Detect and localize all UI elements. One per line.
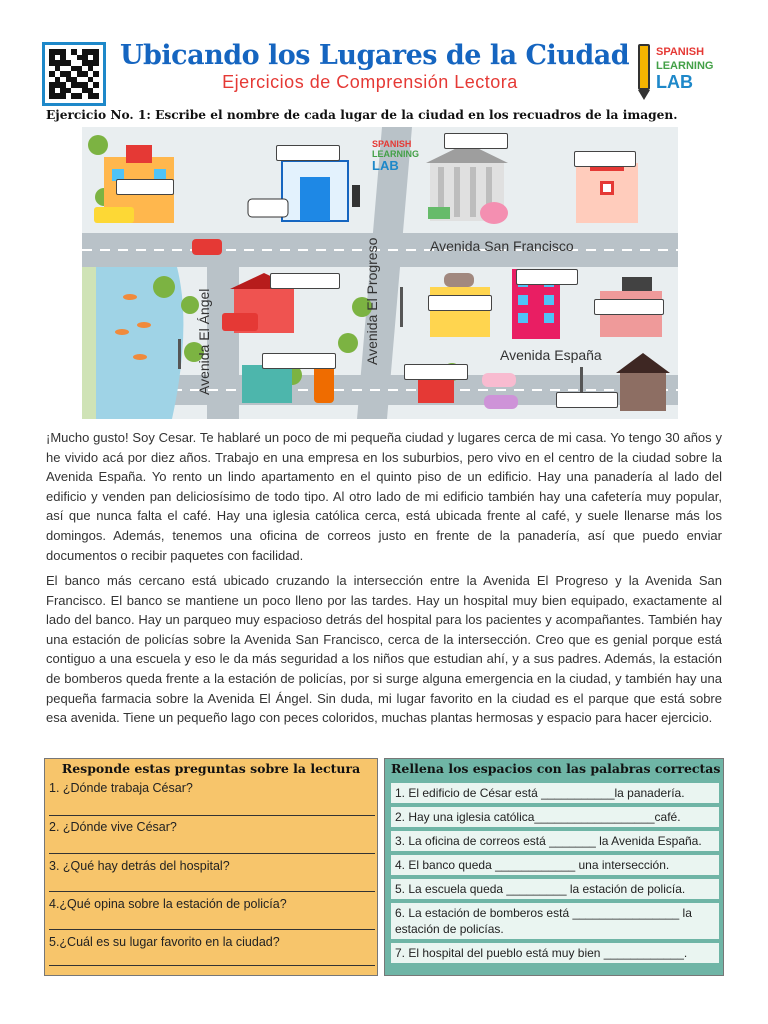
question-2: 2. ¿Dónde vive César?: [49, 820, 177, 834]
map-logo-learning: LEARNING: [372, 149, 419, 159]
answer-line-5[interactable]: [49, 965, 375, 966]
answer-line-1[interactable]: [49, 815, 375, 816]
answer-line-2[interactable]: [49, 853, 375, 854]
city-map: [82, 127, 678, 419]
question-1: 1. ¿Dónde trabaja César?: [49, 781, 193, 795]
fill-item-3[interactable]: 3. La oficina de correos está _______ la Avenida España.: [391, 831, 719, 851]
fill-item-1[interactable]: 1. El edificio de César está ___________la panadería.: [391, 783, 719, 803]
street-label-espana: Avenida España: [500, 347, 602, 363]
map-label-box-police[interactable]: [276, 145, 340, 161]
map-label-box-church[interactable]: [556, 392, 618, 408]
fill-item-5[interactable]: 5. La escuela queda _________ la estación de policía.: [391, 879, 719, 899]
questions-heading: Responde estas preguntas sobre la lectura: [61, 761, 361, 776]
map-label-box-bakery[interactable]: [428, 295, 492, 311]
logo-text-lab: LAB: [656, 72, 693, 92]
fill-item-6[interactable]: 6. La estación de bomberos está ________________ la estación de policías.: [391, 903, 719, 939]
map-brand-logo: [372, 139, 419, 173]
question-4: 4.¿Qué opina sobre la estación de policía?: [49, 897, 287, 911]
map-label-box-fire-station[interactable]: [270, 273, 340, 289]
map-label-box-pharmacy[interactable]: [262, 353, 336, 369]
map-label-box-hospital[interactable]: [574, 151, 636, 167]
pencil-icon: [638, 44, 650, 90]
map-logo-spanish: SPANISH: [372, 139, 412, 149]
map-label-box-apartment[interactable]: [516, 269, 578, 285]
map-label-box-bank[interactable]: [444, 133, 508, 149]
answer-line-3[interactable]: [49, 891, 375, 892]
reading-paragraph-2: El banco más cercano está ubicado cruzando la intersección entre la Avenida El Progreso y la Avenida San Francisco. El banco se mantiene un poco lleno por las tardes. Hay un hospital muy bien equipado, exactamente al lado del banco. Hay un parqueo muy espacioso detrás del hospital para los pacientes y acompañantes. También hay una estación de policías sobre la Avenida San Francisco, cerca de la intersección. Creo que es genial porque está contiguo a una escuela y eso le da más seguridad a los niños que estudian ahí, y a sus padres. Además, la estación de bomberos queda frente a la estación de policías, por si surge alguna emergencia en la ciudad, y también hay una pequeña farmacia sobre la Avenida El Ángel. Sin duda, mi lugar favorito en la ciudad es el parque que está sobre esa avenida. Tiene un pequeño lago con peces coloridos, muchas plantas hermosas y espacio para hacer ejercicio.: [46, 573, 722, 726]
logo-text-learning: LEARNING: [656, 60, 714, 72]
map-label-box-school[interactable]: [116, 179, 174, 195]
fill-blanks-box: [384, 758, 724, 976]
page-subtitle: Ejercicios de Comprensión Lectora: [222, 72, 518, 92]
street-label-el-angel: Avenida El Ángel: [196, 288, 212, 395]
street-label-el-progreso: Avenida El Progreso: [364, 237, 380, 365]
fill-blanks-heading: Rellena los espacios con las palabras correctas: [391, 761, 721, 776]
reading-paragraph-1: ¡Mucho gusto! Soy Cesar. Te hablaré un poco de mi pequeña ciudad y lugares cerca de mi casa. Yo tengo 30 años y he vivido acá por diez años. Trabajo en una empresa en los suburbios, pero vivo en el centro de la ciudad sobre la Avenida España. Yo rento un lindo apartamento en el quinto piso de un edificio. Hay una panadería al lado del edificio y venden pan deliciosísimo de todo tipo. Al otro lado de mi edificio también hay una cafetería muy popular, así que nunca falta el café. Hay una iglesia católica cerca, está ubicada frente al café, y suele llenarse más los domingos. Además, tenemos una oficina de correos justo en frente de la panadería, así que puedo enviar documentos o recibir paquetes con facilidad.: [46, 430, 722, 563]
exercise-1-instruction: Ejercicio No. 1: Escribe el nombre de cada lugar de la ciudad en los recuadros de la imagen.: [46, 108, 678, 122]
fill-blanks-list: [391, 783, 719, 967]
map-label-box-cafe[interactable]: [594, 299, 664, 315]
fill-item-2[interactable]: 2. Hay una iglesia católica__________________café.: [391, 807, 719, 827]
questions-box: [44, 758, 378, 976]
qr-code: [42, 42, 106, 106]
fill-item-4[interactable]: 4. El banco queda ____________ una intersección.: [391, 855, 719, 875]
page-title: Ubicando los Lugares de la Ciudad: [120, 40, 630, 71]
fill-item-7[interactable]: 7. El hospital del pueblo está muy bien ____________.: [391, 943, 719, 963]
logo-text-spanish: SPANISH: [656, 46, 705, 58]
map-logo-lab: LAB: [372, 158, 399, 173]
question-5: 5.¿Cuál es su lugar favorito en la ciudad?: [49, 935, 280, 949]
question-3: 3. ¿Qué hay detrás del hospital?: [49, 859, 230, 873]
qr-code-pattern: [49, 49, 99, 99]
street-label-san-francisco: Avenida San Francisco: [430, 238, 574, 254]
answer-line-4[interactable]: [49, 929, 375, 930]
map-label-box-post-office[interactable]: [404, 364, 468, 380]
brand-logo: [634, 42, 744, 108]
